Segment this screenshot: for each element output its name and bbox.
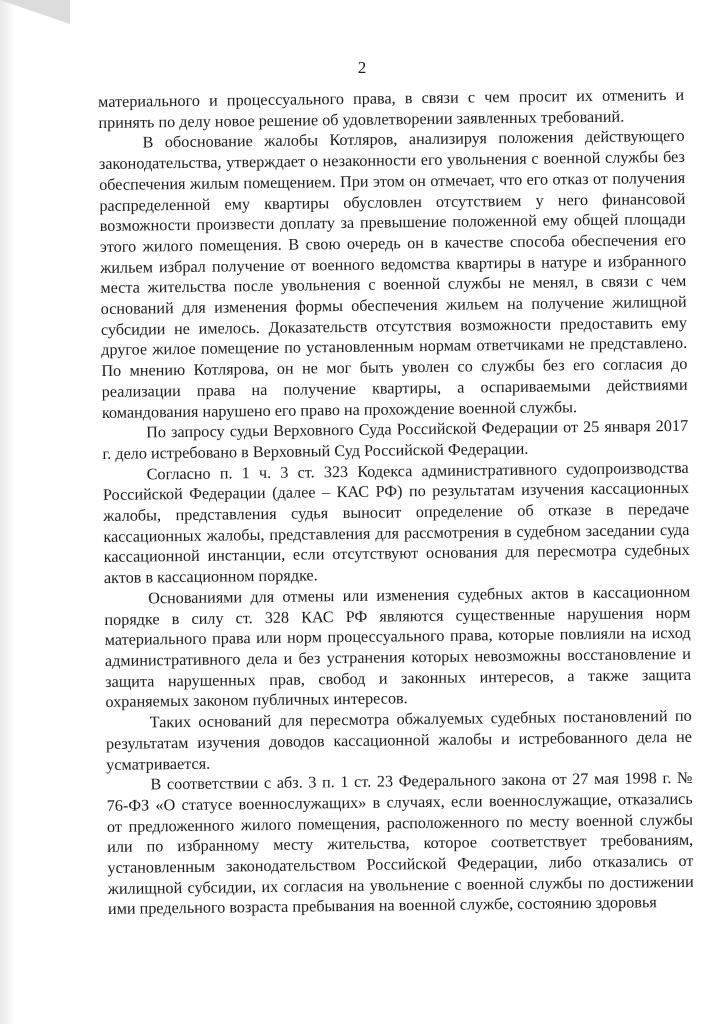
scan-corner-fold <box>0 0 70 24</box>
paragraph-article-328: Основаниями для отмены или изменения судебных актов в кассационном порядке в силу ст. 328 КАС РФ являются существенные нарушения норм материального права или норм процессуального права, которые повлияли на исход административного дела и без устранения которых невозможны восстановление и защита нарушенных прав, свобод и законных интересов, а также защита охраняемых законом публичных интересов. <box>104 582 692 712</box>
page-number: 2 <box>357 58 367 77</box>
scan-edge-shadow <box>0 0 16 1024</box>
paragraph-no-grounds: Таких оснований для пересмотра обжалуемых судебных постановлений по результатам изучения доводов кассационной жалобы и истребованного дела не усматривается. <box>105 706 693 774</box>
document-body <box>98 85 694 920</box>
paragraph-federal-law: В соответствии с абз. 3 п. 1 ст. 23 Федерального закона от 27 мая 1998 г. № 76-ФЗ «О статусе военнослужащих» в случаях, если военнослужащие, отказались от предложенного жилого помещения, расположенного по месту военной службы или по избранному месту жительства, которое соответствует требованиям, установленным законодательством Российской Федерации, либо отказались от жилищной субсидии, их согласия на увольнение с военной службы по достижении ими предельного возраста пребывания на военной службе, состоянию здоровья <box>106 768 694 919</box>
paragraph-complaint-grounds: В обоснование жалобы Котляров, анализируя положения действующего законодательства, утверждает о незаконности его увольнения с военной службы без обеспечения жилым помещением. При этом он отмечает, что его отказ от получения распределенной ему квартиры обусловлен отсутствием у него финансовой возможности произвести доплату за превышение положенной ему общей площади этого жилого помещения. В свою очередь он в качестве способа обеспечения его жильем избрал получение от военного ведомства квартиры в натуре и избранного места жительства после увольнения с военной службы не менял, в связи с чем оснований для изменения формы обеспечения жильем на получение жилищной субсидии не имелось. Доказательств отсутствия возможности предоставить ему другое жилое помещение по установленным нормам ответчиками не представлено. По мнению Котлярова, он не мог быть уволен со службы без его согласия до реализации права на получение квартиры, а оспариваемыми действиями командования нарушено его право на прохождение военной службы. <box>98 127 688 422</box>
paragraph-continuation: материального и процессуального права, в связи с чем просит их отменить и принять по делу новое решение об удовлетворении заявленных требований. <box>98 85 685 132</box>
paragraph-case-request: По запросу судьи Верховного Суда Российской Федерации от 25 января 2017 г. дело истребовано в Верховный Суд Российской Федерации. <box>102 417 689 463</box>
paragraph-article-323: Согласно п. 1 ч. 3 ст. 323 Кодекса административного судопроизводства Российской Федерации (далее – КАС РФ) по результатам изучения кассационных жалобы, представления судья выносит определение об отказе в передаче кассационных жалобы, представления для рассмотрения в судебном заседании суда кассационной инстанции, если отсутствуют основания для пересмотра судебных актов в кассационном порядке. <box>102 458 690 588</box>
